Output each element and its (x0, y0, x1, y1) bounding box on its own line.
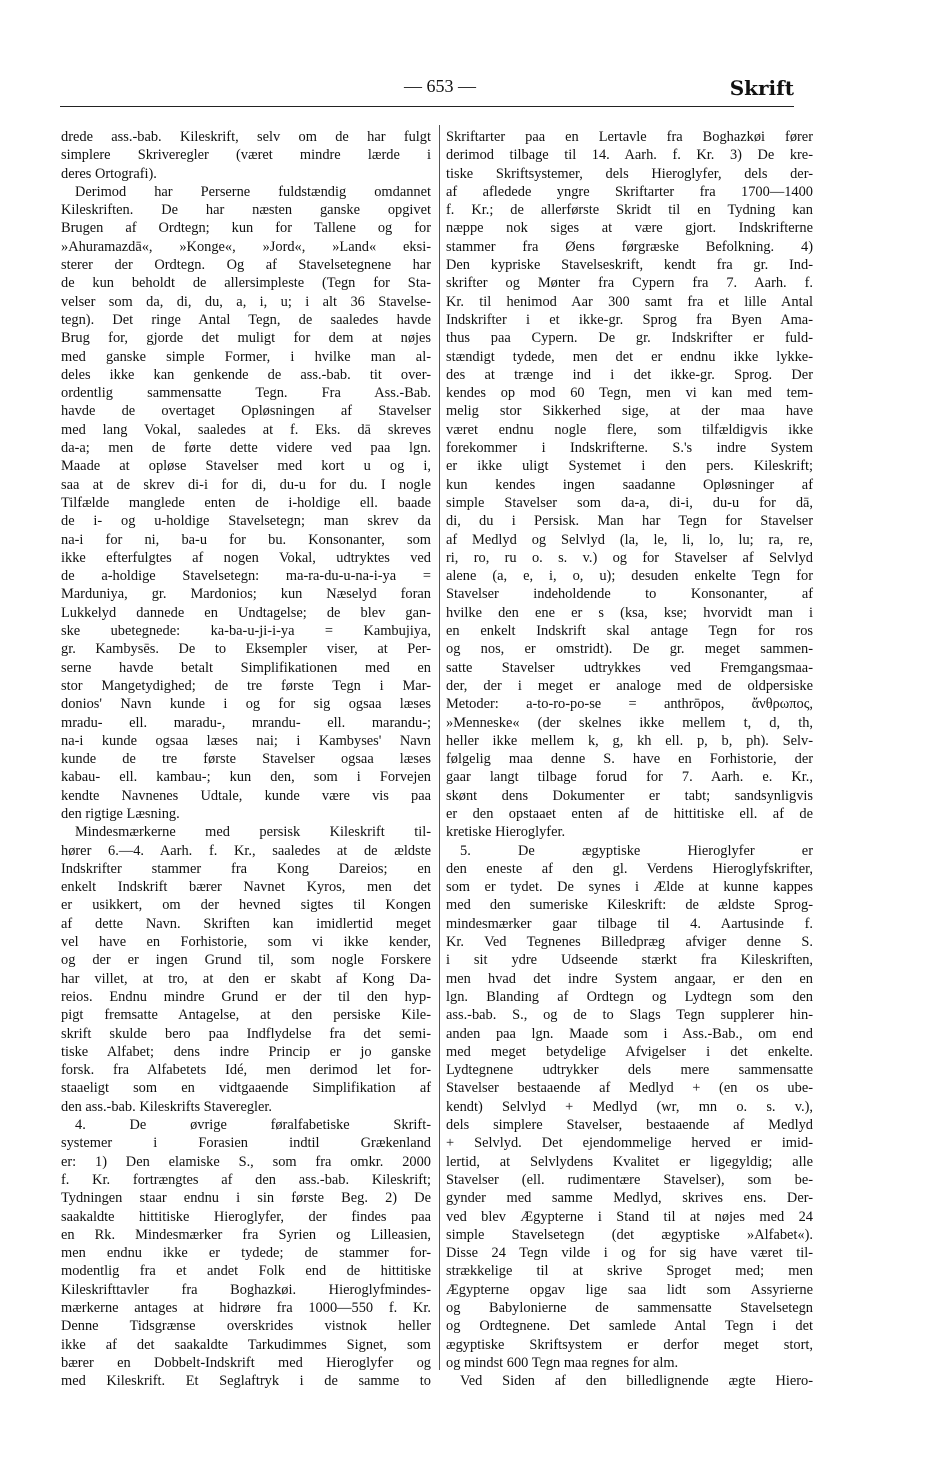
line-text: med den sumeriske Kileskrift: de ældste Sprog- (446, 897, 813, 914)
text-line (61, 348, 431, 366)
line-text: saakaldte hittitiske Hieroglyfer, der findes paa (61, 1208, 431, 1225)
text-line (446, 915, 813, 933)
text-line (446, 1208, 813, 1226)
right-column (446, 128, 813, 1390)
text-line (446, 622, 813, 640)
text-line (61, 1281, 431, 1299)
line-text: den eneste af den gl. Verdens Hieroglyfskrifter, (446, 860, 813, 877)
line-text: Brugen af Ordtegn; kun for Tallene og for (61, 220, 431, 237)
text-line (446, 604, 813, 622)
text-line (61, 1317, 431, 1335)
page-number: — 653 — (404, 76, 476, 96)
line-text: enkelt Indskrift bærer Navnet Kyros, men det (61, 879, 431, 896)
line-text: Skriftarter paa en Lertavle fra Boghazkøi fører (446, 129, 813, 145)
text-line (446, 640, 813, 658)
text-line (61, 1171, 431, 1189)
line-text: Indskrifter i et ikke-gr. Sprog fra Byen Ama- (446, 311, 813, 328)
text-line (446, 494, 813, 512)
line-text: Stavelser bestaaende af Medlyd + (en os ube- (446, 1080, 813, 1097)
line-text: simple Stavelsetegn (det ægyptiske »Alfabet«). (446, 1226, 813, 1243)
line-text: Denne Tidsgrænse overskrides vistnok heller (61, 1318, 431, 1335)
text-line (61, 293, 431, 311)
text-line (446, 1025, 813, 1043)
line-text: deles ikke kan genkende de ass.-bab. tit over- (61, 366, 431, 383)
text-line (446, 311, 813, 329)
text-line (61, 238, 431, 256)
text-line (446, 1317, 813, 1335)
text-line (446, 787, 813, 805)
text-line (446, 768, 813, 786)
text-line (446, 988, 813, 1006)
line-text: næppe nok siges at være gjort. Indskrifterne (446, 220, 813, 237)
line-text: drede ass.-bab. Kileskrift, selv om de har fulgt (61, 129, 431, 145)
line-text: gr. Kambysēs. De to Eksempler viser, at Per- (61, 641, 431, 658)
line-text: da-a; men de førte dette videre ved paa lgn. (61, 440, 431, 457)
line-text: kendte Navnenes Udtale, kunde være vis paa (61, 787, 431, 804)
text-line (61, 823, 431, 841)
line-text: været endnu nogle flere, som tilfældigvis ikke (446, 421, 813, 438)
text-line (446, 1281, 813, 1299)
text-line (446, 549, 813, 567)
text-line (446, 1043, 813, 1061)
line-text: den rigtige Læsning. (61, 805, 180, 822)
text-line (61, 549, 431, 567)
line-text: vel have en Forhistorie, som vi ikke kender, (61, 934, 431, 951)
text-line (61, 951, 431, 969)
text-line (61, 531, 431, 549)
text-line (61, 768, 431, 786)
line-text: af afledede yngre Skriftarter fra 1700—1400 (446, 183, 813, 200)
text-line (61, 677, 431, 695)
line-text: og Ordtegnene. Det samlede Antal Tegn i det (446, 1318, 813, 1335)
text-line (446, 476, 813, 494)
text-line (446, 750, 813, 768)
text-line (446, 402, 813, 420)
text-line (446, 1189, 813, 1207)
text-line (446, 201, 813, 219)
line-text: en enkelt Indskrift skal antage Tegn for ros (446, 623, 813, 640)
text-line (446, 567, 813, 585)
text-line (61, 1116, 431, 1134)
line-text: tegn). Det ringe Antal Tegn, de saaledes havde (61, 311, 431, 328)
line-text: mradu- ell. maradu-, mrandu- ell. marandu-; (61, 714, 431, 731)
text-line (446, 1299, 813, 1317)
text-line (446, 1171, 813, 1189)
text-line (61, 1226, 431, 1244)
text-line (61, 860, 431, 878)
line-text: »Ahuramazdā«, »Konge«, »Jord«, »Land« eksi- (61, 238, 431, 255)
text-line (446, 1262, 813, 1280)
line-text: tiske Skriftsystemer, dels Hieroglyfer, dels der- (446, 165, 813, 182)
line-text: satte Stavelser udtrykkes ved Fremgangsmaa- (446, 659, 813, 676)
line-text: er usikkert, om der hevned sigtes til Kongen (61, 897, 431, 914)
line-text: kretiske Hieroglyfer. (446, 824, 566, 841)
text-line (61, 604, 431, 622)
line-text: hvilke den ene er s (ksa, kse; hvorvidt man i (446, 604, 813, 621)
text-line (446, 677, 813, 695)
line-text: f. Kr.; de allerførste Skridt til en Tydning kan (446, 202, 813, 219)
text-line (61, 1262, 431, 1280)
text-line (61, 1354, 431, 1372)
line-text: pigt fremsatte Antagelse, at den persiske Kile- (61, 1007, 431, 1024)
line-text: af Medlyd og Selvlyd (la, le, li, lo, lu; ra, re, (446, 531, 813, 548)
text-line (61, 421, 431, 439)
text-line (61, 567, 431, 585)
text-line (446, 165, 813, 183)
text-line (446, 457, 813, 475)
text-line (61, 384, 431, 402)
text-line (61, 311, 431, 329)
line-text: heller ikke mellem k, g, kh ell. p, b, ph). Selv- (446, 732, 813, 749)
line-text: melig stor Sikkerhed sige, at der maa have (446, 403, 813, 420)
line-text: Kileskrifttavler fra Boghazkøi. Hieroglyfmindes- (61, 1281, 431, 1298)
text-line (446, 970, 813, 988)
line-text: de kun beholdt de allersimpleste (Tegn for Sta- (61, 275, 431, 292)
line-text: følgelig maa denne S. have en Forhistorie, der (446, 751, 813, 768)
text-line (61, 970, 431, 988)
text-line (446, 823, 813, 841)
text-line (61, 622, 431, 640)
text-line (61, 274, 431, 292)
text-line (61, 1208, 431, 1226)
line-text: na-i for ni, ba-u for bu. Konsonanter, som (61, 531, 431, 548)
line-text: hører 6.—4. Aarh. f. Kr., saaledes at de ældste (61, 842, 431, 859)
text-line (61, 750, 431, 768)
text-line (61, 714, 431, 732)
text-line (446, 274, 813, 292)
line-text: serne havde betalt Simplifikationen med en (61, 659, 431, 676)
line-text: Kileskriften. De har næsten ganske opgivet (61, 202, 431, 219)
text-line (61, 165, 431, 183)
text-line (446, 695, 813, 713)
line-text: men endnu ikke er tydede; de stammer for- (61, 1245, 431, 1262)
line-text: forsk. fra Alfabetets Idé, men derimod let for- (61, 1062, 431, 1079)
line-text: Derimod har Perserne fuldstændig omdannet (75, 183, 431, 200)
line-text: ikke efterfulgtes af nogen Vokal, udtryktes ved (61, 549, 431, 566)
line-text: kendt) Selvlyd + Medlyd (wr, mn o. s. v.), (446, 1098, 813, 1115)
line-text: thus paa Cypern. De gr. Indskrifter er fuld- (446, 330, 813, 347)
text-line (446, 531, 813, 549)
line-text: Lukkelyd dannede en Undtagelse; de blev gan- (61, 604, 431, 621)
line-text: med Kileskrift. Et Seglaftryk i de samme to (61, 1373, 431, 1390)
line-text: dels simplere Stavelser, bestaaende af Medlyd (446, 1117, 813, 1134)
text-line (446, 366, 813, 384)
line-text: strækkelige til at skrive Sproget med; men (446, 1263, 813, 1280)
line-text: der, der i meget er analoge med de oldpersiske (446, 677, 813, 694)
line-text: Marduniya, gr. Mardonios; kun Næselyd foran (61, 586, 431, 603)
line-text: ikke af det saakaldte Tarkudimmes Signet, som (61, 1336, 431, 1353)
text-line (446, 1134, 813, 1152)
line-text: har villet, at tro, at den er skabt af Kong Da- (61, 970, 431, 987)
text-line (61, 1372, 431, 1390)
line-text: skrifter og Mønter fra Cypern fra 7. Aarh. f. (446, 275, 813, 292)
line-text: Indskrifter stammer fra Kong Dareios; en (61, 860, 431, 877)
line-text: skønt dens Dokumenter er tabt; sandsynligvis (446, 787, 813, 804)
text-line (446, 219, 813, 237)
column-divider (439, 125, 440, 1370)
text-line (61, 439, 431, 457)
text-line (61, 219, 431, 237)
running-headword: Skrift (729, 76, 794, 100)
text-line (61, 146, 431, 164)
line-text: Maade at opløse Stavelser med kort u og i, (61, 458, 431, 475)
text-line (61, 1098, 431, 1116)
text-line (446, 842, 813, 860)
line-text: reios. Endnu mindre Grund er der til den hyp- (61, 988, 431, 1005)
text-line (61, 1336, 431, 1354)
text-line (61, 988, 431, 1006)
line-text: simplere Skriveregler (været mindre lærde i (61, 147, 431, 164)
line-text: Den kypriske Stavelseskrift, kendt fra gr. Ind- (446, 257, 813, 274)
line-text: Kr. til henimod Aar 300 samt fra et lille Antal (446, 293, 813, 310)
text-line (446, 329, 813, 347)
text-line (446, 659, 813, 677)
text-line (61, 457, 431, 475)
line-text: den ass.-bab. Kileskrifts Staveregler. (61, 1098, 273, 1115)
line-text: lertid, at Selvlydens Kvalitet er ligegyldig; alle (446, 1153, 813, 1170)
text-line (446, 1153, 813, 1171)
line-text: lgn. Blanding af Ordtegn og Lydtegn som den (446, 988, 813, 1005)
text-line (61, 933, 431, 951)
text-line (446, 1244, 813, 1262)
text-line (61, 1189, 431, 1207)
text-line (61, 201, 431, 219)
text-line (61, 329, 431, 347)
line-text: af dette Navn. Skriften kan imidlertid meget (61, 915, 431, 932)
line-text: Stavelser (ell. rudimentære Stavelser), som be- (446, 1171, 813, 1188)
line-text: modentlig fra et andet Folk end de hittitiske (61, 1263, 431, 1280)
text-line (61, 512, 431, 530)
line-text: gaar langt tilbage forud for 7. Aarh. e. Kr., (446, 769, 813, 786)
line-text: mærkerne antages at hidrøre fra 1000—550 f. Kr. (61, 1300, 431, 1316)
text-line (61, 1079, 431, 1097)
text-line (61, 659, 431, 677)
line-text: Lydtegnene udtrykker dels mere sammensatte (446, 1062, 813, 1079)
line-text: som er tydet. De synes i Ælde at kunne kappes (446, 879, 813, 896)
text-line (61, 842, 431, 860)
text-line (446, 732, 813, 750)
line-text: 4. De øvrige føralfabetiske Skrift- (75, 1117, 431, 1134)
line-text: ordentlig sammensatte Tegn. Fra Ass.-Bab. (61, 385, 431, 402)
text-line (446, 421, 813, 439)
line-text: er den opstaaet enten af de hittitiske ell. af de (446, 805, 813, 822)
line-text: deres Ortografi). (61, 165, 157, 182)
text-line (61, 896, 431, 914)
text-line (446, 1372, 813, 1390)
line-text: Tydningen staar endnu i sin første Beg. 2) De (61, 1190, 431, 1207)
line-text: Mindesmærkerne med persisk Kileskrift til- (75, 824, 431, 841)
text-line (446, 293, 813, 311)
text-line (61, 915, 431, 933)
text-line (61, 366, 431, 384)
line-text: Metoder: a-to-ro-po-se = anthrōpos, ἄνθρωπος, (446, 696, 813, 713)
line-text: ægyptiske Skriftsystem er derfor meget stort, (446, 1336, 813, 1353)
text-line (446, 348, 813, 366)
text-line (446, 878, 813, 896)
text-line (446, 1226, 813, 1244)
line-text: anden paa lgn. Maade som i Ass.-Bab., om end (446, 1025, 813, 1042)
line-text: ske ubetegnede: ka-ba-u-ji-i-ya = Kambujiya, (61, 623, 431, 640)
line-text: i sit ydre Udseende stærkt fra Kileskriften, (446, 952, 813, 969)
line-text: alene (a, e, i, o, u); desuden enkelte Tegn for (446, 568, 813, 585)
text-line (446, 1116, 813, 1134)
line-text: kabau- ell. kambau-; kun den, som i Forvejen (61, 769, 431, 786)
text-line (61, 1244, 431, 1262)
text-line (61, 1134, 431, 1152)
text-line (61, 1299, 431, 1317)
line-text: velser som da, di, du, a, i, u; i alt 36 Stavelse- (61, 293, 431, 310)
line-text: donios' Navn kunde i og for sig ogsaa læses (61, 696, 431, 713)
text-line (61, 695, 431, 713)
line-text: stændigt tydede, men det er endnu ikke lykke- (446, 348, 813, 365)
text-line (446, 860, 813, 878)
text-line (61, 402, 431, 420)
line-text: og nos, er omstridt). De gr. meget sammen- (446, 641, 813, 658)
line-text: Disse 24 Tegn vilde i og for sig have været til- (446, 1245, 813, 1262)
line-text: kendes op mod 60 Tegn, men vi kan med tem- (446, 385, 813, 402)
line-text: de a-holdige Stavelsetegn: ma-ra-du-u-na-i-ya = (61, 568, 431, 585)
text-line (61, 732, 431, 750)
line-text: gynder med samme Medlyd, skrives ens. Der- (446, 1190, 813, 1207)
text-line (61, 183, 431, 201)
line-text: Ægypterne opgav lige saa lidt som Assyrierne (446, 1281, 813, 1298)
text-line (61, 128, 431, 146)
text-line (446, 238, 813, 256)
line-text: med lang Vokal, saaledes at f. Eks. dā skreves (61, 421, 431, 438)
text-line (61, 476, 431, 494)
line-text: er ikke uligt Systemet i den pers. Kileskrift; (446, 458, 813, 475)
text-line (61, 878, 431, 896)
line-text: derimod tilbage til 14. Aarh. f. Kr. 3) De kre- (446, 147, 813, 164)
line-text: »Menneske« (der skelnes ikke mellem t, d, th, (446, 714, 813, 731)
text-line (446, 128, 813, 146)
text-line (61, 1043, 431, 1061)
text-line (446, 439, 813, 457)
text-line (61, 805, 431, 823)
text-line (61, 256, 431, 274)
line-text: stor Mangetydighed; de tre første Tegn i Mar- (61, 677, 431, 694)
text-line (446, 951, 813, 969)
text-line (446, 1336, 813, 1354)
line-text: Kr. Ved Tegnenes Billedpræg afviger denne S. (446, 934, 813, 951)
line-text: med meget betydelige Afvigelser i det enkelte. (446, 1043, 813, 1060)
text-line (61, 494, 431, 512)
line-text: systemer i Forasien indtil Grækenland (61, 1135, 431, 1152)
line-text: men hvad det indre System angaar, er den en (446, 970, 813, 987)
line-text: og Babylonierne de sammensatte Stavelsetegn (446, 1300, 813, 1316)
text-line (61, 1025, 431, 1043)
line-text: ass.-bab. S., og de to Slags Tegn supplerer hin- (446, 1007, 813, 1024)
text-line (446, 183, 813, 201)
text-line (446, 146, 813, 164)
line-text: sterer der Ordtegn. Og af Stavelsetegnene har (61, 257, 431, 274)
line-text: stammer fra Øens førgræske Befolkning. 4) (446, 238, 813, 255)
line-text: havde de overtaget Opløsningen af Stavelser (61, 403, 431, 420)
text-line (446, 384, 813, 402)
line-text: Stavelser indeholdende to Konsonanter, af (446, 586, 813, 603)
line-text: er: 1) Den elamiske S., som fra omkr. 2000 (61, 1153, 431, 1170)
text-line (61, 1153, 431, 1171)
text-line (61, 640, 431, 658)
text-line (446, 1098, 813, 1116)
text-line (446, 585, 813, 603)
text-line (61, 585, 431, 603)
line-text: Tilfælde manglede enten de i-holdige ell. baade (61, 494, 431, 511)
line-text: med ganske simple Former, i hvilke man al- (61, 348, 431, 365)
header-rule (60, 106, 794, 107)
line-text: og der er ingen Grund til, som nogle Forskere (61, 952, 431, 969)
line-text: na-i kunde ogsaa læses nai; i Kambyses' Navn (61, 732, 431, 749)
line-text: mindesmærker gaar tilbage til 4. Aartusinde f. (446, 915, 813, 932)
line-text: di, du i Persisk. Man har Tegn for Stavelser (446, 513, 813, 530)
text-line (61, 787, 431, 805)
line-text: saa at de skrev di-i for di, du-u for du. I nogle (61, 476, 431, 493)
text-line (446, 512, 813, 530)
line-text: de i- og u-holdige Stavelsetegn; man skrev da (61, 513, 431, 530)
line-text: staaeligt som en vidtgaaende Simplifikation af (61, 1080, 431, 1097)
text-line (61, 1061, 431, 1079)
line-text: ri, ro, ru o. s. v.) og for Stavelser af Selvlyd (446, 549, 813, 566)
text-line (446, 933, 813, 951)
left-column (61, 128, 431, 1390)
line-text: f. Kr. fortrængtes af den ass.-bab. Kileskrift; (61, 1171, 431, 1188)
line-text: forekommer i Indskrifterne. S.'s indre System (446, 440, 813, 457)
text-line (446, 896, 813, 914)
line-text: Brug for, gjorde det muligt for dem at nøjes (61, 330, 431, 347)
line-text: ved blev Ægypterne i Stand til at nøjes med 24 (446, 1208, 813, 1225)
line-text: en Rk. Mindesmærker fra Syrien og Lilleasien, (61, 1226, 431, 1243)
text-line (61, 1006, 431, 1024)
line-text: og mindst 600 Tegn maa regnes for alm. (446, 1354, 679, 1371)
line-text: tiske Alfabet; dens indre Princip er jo ganske (61, 1043, 431, 1060)
text-line (446, 1061, 813, 1079)
line-text: simple Stavelser som da-a, di-i, du-u for dā, (446, 494, 813, 511)
line-text: skrift skulde bero paa Indflydelse fra det semi- (61, 1025, 431, 1042)
text-line (446, 805, 813, 823)
line-text: Ved Siden af den billedlignende ægte Hiero- (460, 1373, 813, 1390)
line-text: kunde de tre første Stavelser ogsaa læses (61, 751, 431, 768)
text-line (446, 1079, 813, 1097)
line-text: kun kendes ingen saadanne Opløsninger af (446, 476, 813, 493)
line-text: + Selvlyd. Det ejendommelige herved er imid- (446, 1135, 813, 1152)
text-line (446, 256, 813, 274)
line-text: 5. De ægyptiske Hieroglyfer er (460, 842, 813, 859)
text-line (446, 1006, 813, 1024)
line-text: des at trænge ind i det ikke-gr. Sprog. Der (446, 366, 813, 383)
text-line (446, 1354, 813, 1372)
text-line (446, 714, 813, 732)
line-text: bærer en Dobbelt-Indskrift med Hieroglyfer og (61, 1354, 431, 1371)
